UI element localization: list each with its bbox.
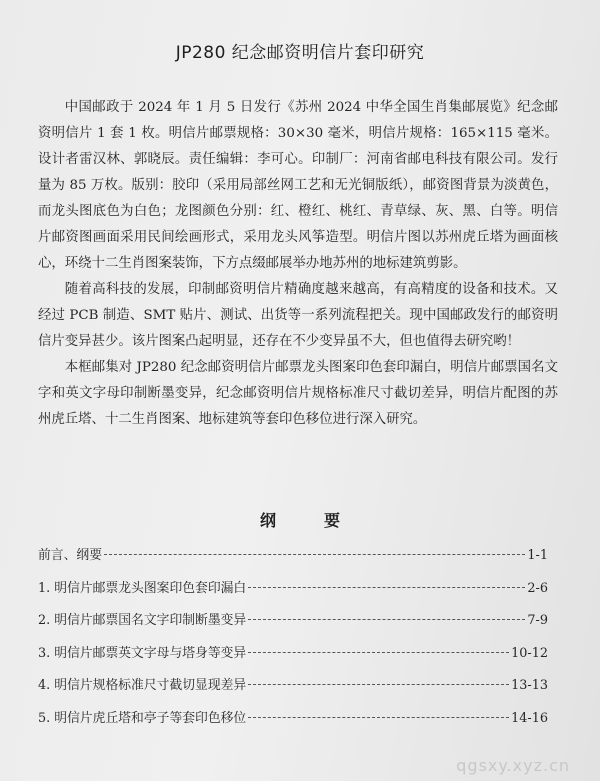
paragraph: 随着高科技的发展，印制邮资明信片精确度越来越高，有高精度的设备和技术。又经过 PCB 制造、SMT 贴片、测试、出货等一系列流程把关。现中国邮政发行的邮资明信片变异甚少。该片图案凸起明显，还存在不少变异虽不大，但也值得去研究哟！ xyxy=(38,282,558,349)
toc-label: 2. 明信片邮票国名文字印制断墨变异 xyxy=(38,613,247,629)
toc-row xyxy=(38,707,548,740)
page-title: JP280 纪念邮资明信片套印研究 xyxy=(175,43,425,63)
toc-label: 5. 明信片虎丘塔和亭子等套印色移位 xyxy=(38,710,247,726)
toc-pages: 14-16 xyxy=(511,710,548,726)
toc-pages: 13-13 xyxy=(511,678,548,694)
toc-row xyxy=(38,674,548,707)
toc-row xyxy=(38,577,548,610)
toc-label: 3. 明信片邮票英文字母与塔身等变异 xyxy=(38,645,247,661)
toc-pages: 2-6 xyxy=(527,580,548,596)
toc-leader xyxy=(248,652,509,653)
toc-row xyxy=(38,642,548,675)
toc-pages: 10-12 xyxy=(511,645,548,661)
toc-pages: 1-1 xyxy=(527,548,548,563)
watermark-text: qgsxy.xyz.cn xyxy=(456,756,570,775)
toc-row xyxy=(38,544,548,577)
paragraph: 本框邮集对 JP280 纪念邮资明信片邮票龙头图案印色套印漏白，明信片邮票国名文字和英文字母印制断墨变异，纪念邮资明信片规格标准尺寸截切差异，明信片配图的苏州虎丘塔、十二生肖图案、地标建筑等套印色移位进行深入研究。 xyxy=(38,360,558,427)
table-of-contents xyxy=(38,544,548,740)
toc-leader xyxy=(248,587,525,588)
toc-label: 4. 明信片规格标准尺寸截切显现差异 xyxy=(38,678,247,694)
toc-leader xyxy=(248,684,509,685)
toc-row xyxy=(38,609,548,642)
body-text xyxy=(38,95,558,433)
paragraph: 中国邮政于 2024 年 1 月 5 日发行《苏州 2024 中华全国生肖集邮展览》纪念邮资明信片 1 套 1 枚。明信片邮票规格：30×30 毫米，明信片规格：165×115 毫米。设计者雷汉林、郭晓辰。责任编辑：李可心。印制厂：河南省邮电科技有限公司。发行量为 85 万枚。版别：胶印（采用局部丝网工艺和无光铜版纸），邮资图背景为淡黄色，而龙头图底色为白色；龙图颜色分别：红、橙红、桃红、青草绿、灰、黑、白等。明信片邮资图画面采用民间绘画形式，采用龙头风筝造型。明信片图以苏州虎丘塔为画面核心，环绕十二生肖图案装饰，下方点缀邮展举办地苏州的地标建筑剪影。 xyxy=(38,100,558,271)
outline-heading: 纲要 xyxy=(259,511,388,530)
toc-leader xyxy=(248,717,509,718)
toc-leader xyxy=(104,554,525,555)
toc-pages: 7-9 xyxy=(527,613,548,629)
toc-label: 前言、纲要 xyxy=(38,548,102,563)
toc-label: 1. 明信片邮票龙头图案印色套印漏白 xyxy=(38,580,247,596)
toc-leader xyxy=(248,619,525,620)
